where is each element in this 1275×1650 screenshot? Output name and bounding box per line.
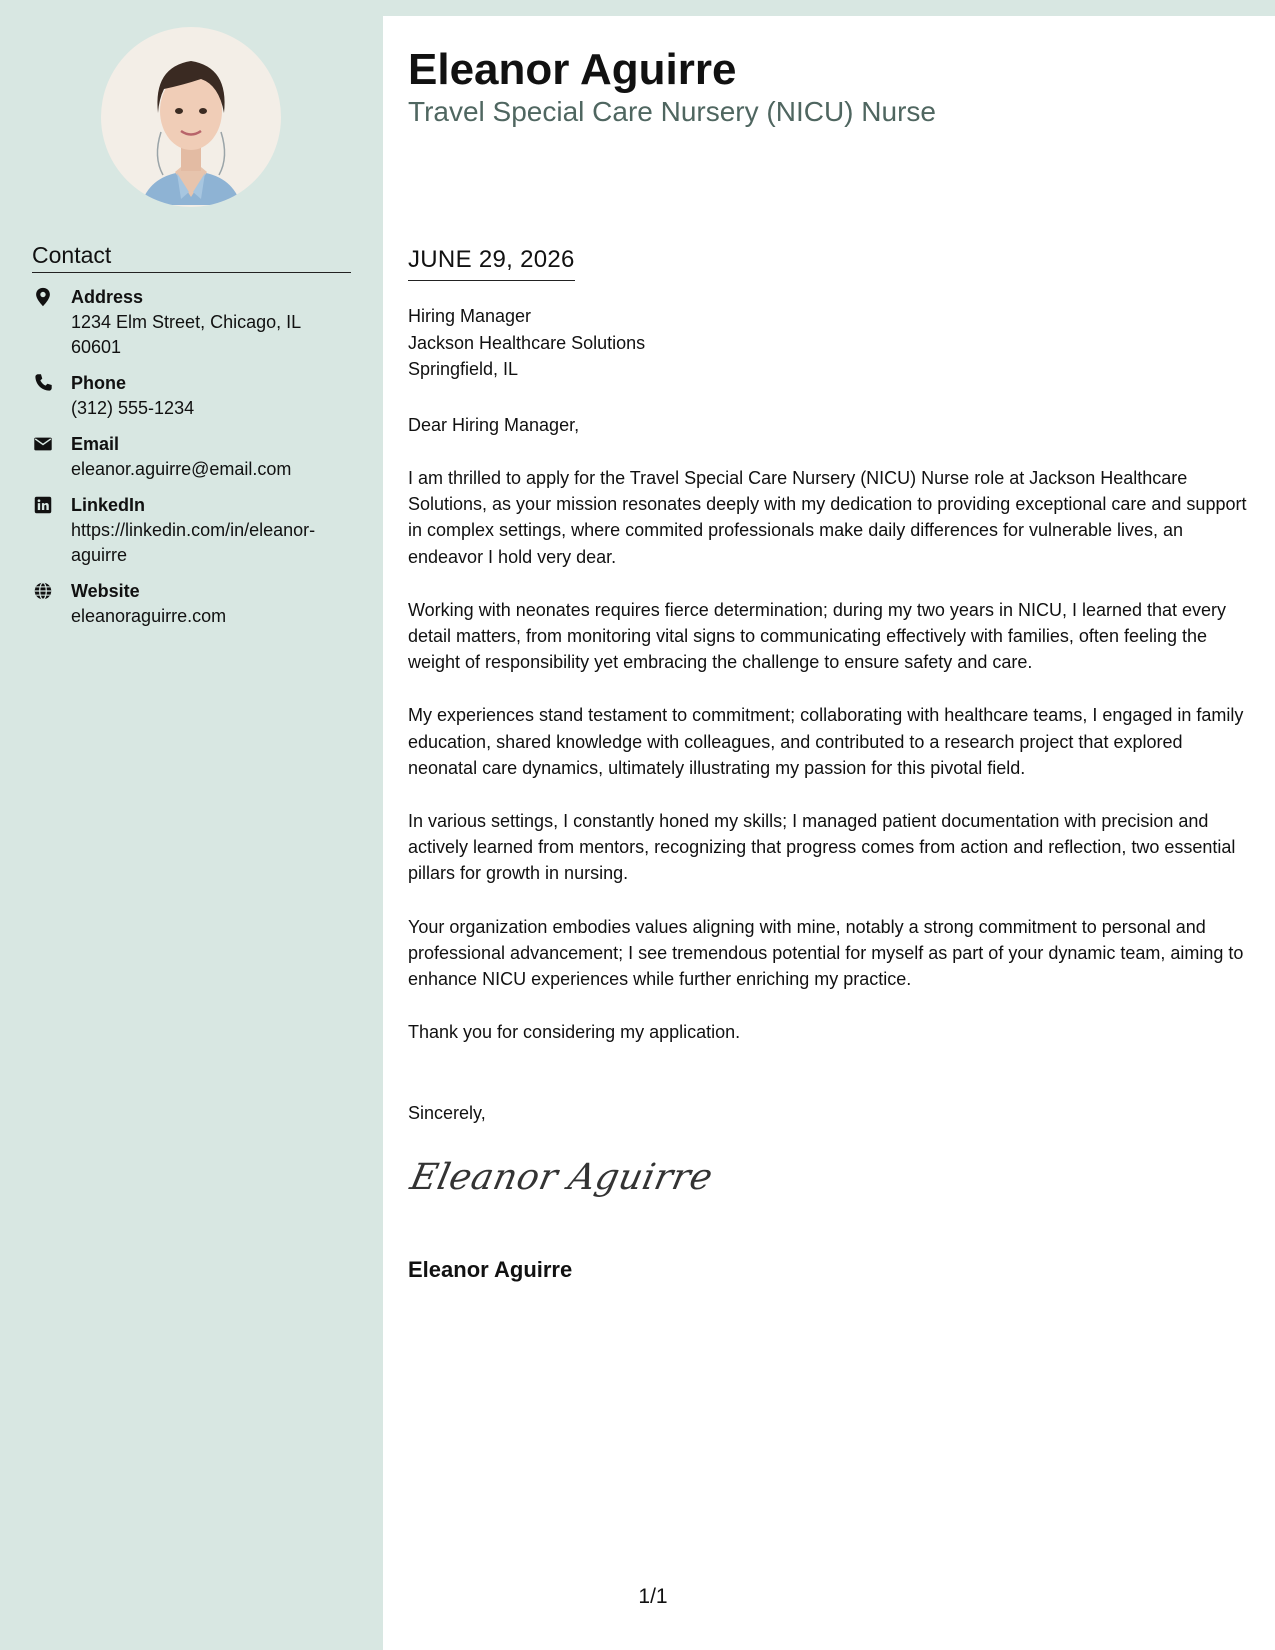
phone-icon — [32, 372, 54, 394]
contact-label: Website — [71, 581, 140, 601]
sidebar — [0, 0, 383, 1650]
contact-heading: Contact — [32, 240, 351, 273]
salutation: Dear Hiring Manager, — [408, 415, 580, 435]
phone-value: (312) 555-1234 — [71, 398, 195, 418]
contact-item-website — [32, 579, 351, 629]
body-paragraph: Your organization embodies values aligning with mine, notably a strong commitment to personal and professional advancement; I see tremendous potential for myself as part of your dynamic team, aiming to enhance NICU experiences while further enriching my practice. — [408, 916, 1244, 990]
contact-label: LinkedIn — [71, 495, 146, 515]
handwritten-signature: Eleanor Aguirre — [406, 1157, 717, 1198]
linkedin-value[interactable]: https://linkedin.com/in/eleanor-aguirre — [71, 520, 316, 565]
contact-list — [32, 285, 351, 640]
letter-body — [408, 465, 1253, 1072]
closing: Sincerely, — [408, 1103, 486, 1123]
recipient-line: Jackson Healthcare Solutions — [408, 332, 646, 353]
recipient-line: Springfield, IL — [408, 359, 519, 379]
letter-date: JUNE 29, 2026 — [408, 244, 575, 281]
map-pin-icon — [32, 286, 54, 308]
envelope-icon — [32, 433, 54, 455]
letter-main — [383, 16, 1275, 1650]
linkedin-icon — [32, 494, 54, 516]
contact-label: Phone — [71, 373, 127, 393]
website-value[interactable]: eleanoraguirre.com — [71, 606, 227, 626]
profile-photo — [101, 27, 281, 207]
body-paragraph: In various settings, I constantly honed my skills; I managed patient documentation with precision and actively learned from mentors, recognizing that progress comes from action and reflection, two essential pillars for growth in nursing. — [408, 811, 1236, 884]
body-paragraph: My experiences stand testament to commitment; collaborating with healthcare teams, I engaged in family education, shared knowledge with colleagues, and contributed to a research project that explored neonatal care dynamics, ultimately illustrating my passion for this pivotal field. — [408, 705, 1244, 778]
body-paragraph: Thank you for considering my application. — [408, 1022, 741, 1043]
email-value[interactable]: eleanor.aguirre@email.com — [71, 459, 292, 479]
contact-item-phone — [32, 371, 351, 421]
body-paragraph: I am thrilled to apply for the Travel Special Care Nursery (NICU) Nurse role at Jackson Healthcare Solutions, as your mission resonates deeply with my dedication to providing exceptional care and support in complex settings, where commited professionals make daily differences for vulnerable lives, an endeavor I hold very dear. — [408, 468, 1247, 567]
address-value: 1234 Elm Street, Chicago, IL 60601 — [71, 312, 301, 357]
page-number: 1/1 — [638, 1585, 668, 1608]
contact-label: Address — [71, 287, 144, 307]
recipient-block — [408, 303, 645, 383]
contact-label: Email — [71, 434, 120, 454]
body-paragraph: Working with neonates requires fierce determination; during my two years in NICU, I learned that every detail matters, from monitoring vital signs to communicating effectively with families, often feeling the weight of responsibility yet embracing the challenge to ensure safety and care. — [408, 599, 1227, 673]
portrait-image — [101, 27, 281, 207]
contact-item-address — [32, 285, 351, 360]
applicant-name: Eleanor Aguirre — [408, 45, 737, 94]
contact-item-linkedin — [32, 493, 351, 568]
contact-item-email — [32, 432, 351, 482]
recipient-line: Hiring Manager — [408, 306, 532, 326]
signer-name: Eleanor Aguirre — [408, 1257, 573, 1282]
job-title: Travel Special Care Nursery (NICU) Nurse — [408, 96, 936, 127]
globe-icon — [32, 580, 54, 602]
